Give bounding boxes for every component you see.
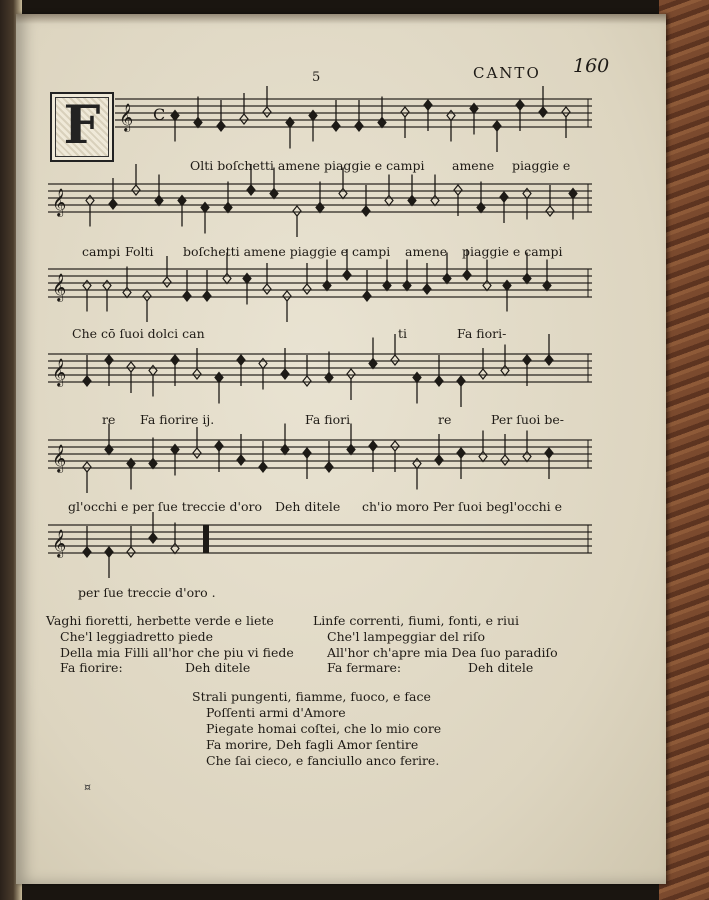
note-head	[457, 376, 465, 386]
lyric-line: gl'occhi e per ſue treccie d'oro	[68, 499, 262, 514]
lyric-line: re	[102, 412, 116, 427]
note-head	[309, 111, 317, 121]
note-head	[546, 206, 554, 216]
note-head	[503, 281, 511, 291]
lyric-line: piaggie e	[512, 158, 571, 173]
verse-bottom-line: Fa morire, Deh fagli Amor ſentire	[206, 737, 419, 752]
note-head	[183, 291, 191, 301]
folio-number: 160	[573, 55, 610, 77]
note-head	[224, 203, 232, 213]
note-head	[259, 359, 267, 369]
lyric-line: Folti	[125, 244, 154, 259]
note-head	[516, 100, 524, 110]
note-head	[237, 355, 245, 365]
note-head	[500, 192, 508, 202]
note-head	[413, 459, 421, 469]
note-head	[281, 445, 289, 455]
note-head	[83, 281, 91, 291]
lyric-line: Per ſuoi be-	[491, 412, 564, 427]
note-head	[545, 355, 553, 365]
note-head	[263, 284, 271, 294]
lyric-line: Fa fiori	[305, 412, 351, 427]
note-head	[423, 284, 431, 294]
lyric-line: Fa fiorire ij.	[140, 412, 215, 427]
note-head	[281, 369, 289, 379]
part-name: CANTO	[473, 64, 541, 82]
final-bar	[203, 525, 209, 553]
stray-mark: ¤	[84, 781, 91, 794]
note-head	[391, 441, 399, 451]
time-signature: C	[153, 105, 166, 124]
note-head	[454, 185, 462, 195]
note-head	[443, 274, 451, 284]
treble-clef-icon: 𝄞	[119, 103, 134, 131]
lyric-line: boſchetti amene piaggie e campi	[183, 244, 391, 259]
note-head	[163, 277, 171, 287]
note-head	[105, 355, 113, 365]
note-head	[325, 373, 333, 383]
note-head	[109, 199, 117, 209]
treble-clef-icon: 𝄞	[52, 358, 67, 386]
note-head	[403, 281, 411, 291]
note-head	[194, 118, 202, 128]
note-head	[303, 376, 311, 386]
note-head	[431, 196, 439, 206]
verse-bottom-line: Che ſai cieco, e fanciullo anco ferire.	[206, 753, 440, 768]
note-head	[385, 196, 393, 206]
note-head	[259, 462, 267, 472]
note-head	[127, 362, 135, 372]
lyric-line: ch'io moro Per ſuoi begl'occhi e	[362, 499, 562, 514]
note-head	[201, 203, 209, 213]
note-head	[83, 376, 91, 386]
verse-left-line: Deh ditele	[185, 660, 251, 675]
verse-right-line: Linfe correnti, fiumi, fonti, e riui	[313, 613, 519, 628]
note-head	[501, 455, 509, 465]
note-head	[143, 291, 151, 301]
note-head	[362, 206, 370, 216]
note-head	[539, 107, 547, 117]
verse-left-line: Della mia Filli all'hor che piu vi fiede	[60, 645, 294, 660]
treble-clef-icon: 𝄞	[52, 188, 67, 216]
lyric-line: ti	[398, 326, 408, 341]
note-head	[303, 284, 311, 294]
note-head	[240, 114, 248, 124]
note-head	[171, 355, 179, 365]
note-head	[127, 459, 135, 469]
lyric-line: Fa fiori-	[457, 326, 507, 341]
note-head	[286, 118, 294, 128]
note-head	[523, 452, 531, 462]
note-head	[369, 441, 377, 451]
note-head	[270, 189, 278, 199]
note-head	[543, 281, 551, 291]
note-head	[463, 270, 471, 280]
note-head	[343, 270, 351, 280]
note-head	[155, 196, 163, 206]
note-head	[105, 445, 113, 455]
verse-bottom-line: Strali pungenti, fiamme, fuoco, e face	[192, 689, 431, 704]
note-head	[435, 376, 443, 386]
note-head	[316, 203, 324, 213]
note-head	[83, 462, 91, 472]
note-head	[323, 281, 331, 291]
page-number: 5	[312, 70, 321, 85]
note-head	[347, 445, 355, 455]
note-head	[132, 185, 140, 195]
note-head	[383, 281, 391, 291]
verse-left-line: Fa fiorire:	[60, 660, 123, 675]
note-head	[303, 448, 311, 458]
lyric-line: Deh ditele	[275, 499, 341, 514]
note-head	[477, 203, 485, 213]
note-head	[103, 281, 111, 291]
note-head	[363, 291, 371, 301]
note-head	[479, 369, 487, 379]
lyric-line: piaggie e campi	[462, 244, 563, 259]
note-head	[217, 121, 225, 131]
note-head	[223, 274, 231, 284]
note-head	[483, 281, 491, 291]
note-head	[479, 452, 487, 462]
note-head	[447, 111, 455, 121]
treble-clef-icon: 𝄞	[52, 273, 67, 301]
verse-right-line: All'hor ch'apre mia Dea ſuo paradiſo	[327, 645, 558, 660]
note-head	[355, 121, 363, 131]
note-head	[378, 118, 386, 128]
verse-bottom-line: Piegate homai coſtei, che lo mio core	[206, 721, 442, 736]
note-head	[501, 366, 509, 376]
note-head	[325, 462, 333, 472]
note-head	[391, 355, 399, 365]
note-head	[171, 445, 179, 455]
note-head	[123, 288, 131, 298]
lyric-line: re	[438, 412, 452, 427]
initial-letter: F	[63, 95, 101, 156]
lyric-line: Olti boſchetti amene piaggie e campi	[190, 158, 425, 173]
note-head	[237, 455, 245, 465]
note-head	[562, 107, 570, 117]
note-head	[332, 121, 340, 131]
note-head	[178, 196, 186, 206]
note-head	[523, 274, 531, 284]
note-head	[435, 455, 443, 465]
verse-left-line: Vaghi fioretti, herbette verde e liete	[46, 613, 274, 628]
note-head	[493, 121, 501, 131]
note-head	[523, 355, 531, 365]
verse-left-line: Che'l leggiadretto piede	[60, 629, 213, 644]
note-head	[83, 547, 91, 557]
note-head	[408, 196, 416, 206]
note-head	[243, 274, 251, 284]
treble-clef-icon: 𝄞	[52, 444, 67, 472]
note-head	[263, 107, 271, 117]
note-head	[149, 533, 157, 543]
note-head	[193, 369, 201, 379]
note-head	[127, 547, 135, 557]
note-head	[193, 448, 201, 458]
note-head	[413, 373, 421, 383]
note-head	[171, 544, 179, 554]
note-head	[369, 359, 377, 369]
verse-right-line: Che'l lampeggiar del riſo	[327, 629, 486, 644]
note-head	[247, 185, 255, 195]
note-head	[470, 104, 478, 114]
note-head	[293, 206, 301, 216]
note-head	[215, 373, 223, 383]
note-head	[347, 369, 355, 379]
note-head	[105, 547, 113, 557]
note-head	[401, 107, 409, 117]
verse-right-line: Fa fermare:	[327, 660, 402, 675]
note-head	[283, 291, 291, 301]
lyric-line: amene	[405, 244, 448, 259]
note-head	[569, 189, 577, 199]
lyric-line: per ſue treccie d'oro .	[78, 585, 216, 600]
lyric-line: amene	[452, 158, 495, 173]
lyric-line: campi	[82, 244, 121, 259]
note-head	[215, 441, 223, 451]
verse-bottom-line: Poſſenti armi d'Amore	[206, 705, 346, 720]
treble-clef-icon: 𝄞	[52, 529, 67, 557]
note-head	[457, 448, 465, 458]
lyric-line: Che cō ſuoi dolci can	[72, 326, 205, 341]
note-head	[149, 366, 157, 376]
note-head	[149, 459, 157, 469]
note-head	[171, 111, 179, 121]
note-head	[424, 100, 432, 110]
note-head	[86, 196, 94, 206]
verse-right-line: Deh ditele	[468, 660, 534, 675]
note-head	[545, 448, 553, 458]
note-head	[523, 189, 531, 199]
note-head	[339, 189, 347, 199]
note-head	[203, 291, 211, 301]
